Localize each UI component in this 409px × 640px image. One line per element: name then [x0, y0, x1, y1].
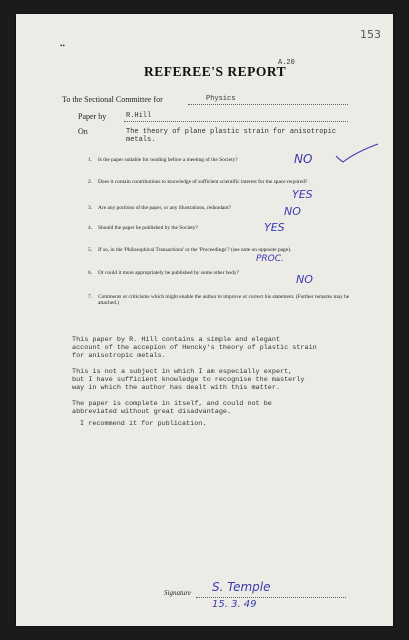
question-number: 5. [88, 247, 93, 253]
on-value-line1: The theory of plane plastic strain for anisotropic [126, 128, 337, 136]
question-number: 3. [88, 205, 93, 211]
paper-by-value: R.Hill [126, 112, 152, 120]
comment-paragraph: I recommend it for publication. [80, 420, 207, 428]
question-text: Are any portions of the paper, or any illustrations, redundant? [98, 205, 231, 211]
question-number: 6. [88, 270, 93, 276]
question-text: Should the paper be published by the Society? [98, 225, 198, 231]
question-text: If so, in the 'Philosophical Transactions' or the 'Proceedings'? (see note on opposite page). [98, 247, 292, 253]
comment-paragraph: This is not a subject in which I am especially expert, but I have sufficient knowledge to recognise the masterly way in which the author has dealt with this matter. [72, 368, 305, 392]
page-number: 153 [360, 28, 381, 41]
answer-handwritten: YES [292, 188, 313, 201]
question-number: 7. [88, 294, 93, 300]
paper-by-label: Paper by [78, 112, 107, 121]
committee-label: To the Sectional Committee for [62, 95, 163, 104]
comment-paragraph: The paper is complete in itself, and could not be abbreviated without great disadvantage. [72, 400, 272, 416]
answer-handwritten: NO [294, 152, 313, 166]
corner-mark: •• [60, 42, 65, 50]
signature-handwritten: S. Temple [212, 580, 271, 594]
question-text: Does it contain contributions to knowledge of sufficient scientific interest for the space required? [98, 179, 308, 185]
committee-line [188, 104, 348, 105]
on-value-line2: metals. [126, 136, 156, 144]
answer-handwritten: PROC. [256, 254, 284, 264]
page-title: REFEREE'S REPORT [144, 64, 287, 79]
checkmark-icon [334, 142, 380, 164]
signature-line [196, 597, 346, 598]
signature-label: Signature [164, 589, 191, 597]
question-text: Or could it more appropriately be published by some other body? [98, 270, 240, 276]
question-number: 4. [88, 225, 93, 231]
answer-handwritten: YES [264, 221, 285, 234]
signature-date: 15. 3. 49 [212, 599, 257, 610]
answer-handwritten: NO [284, 205, 301, 218]
question-number: 2. [88, 179, 93, 185]
question-text: Is the paper suitable for reading before a meeting of the Society? [98, 157, 238, 163]
report-sheet [16, 14, 393, 626]
on-label: On [78, 127, 88, 136]
question-number: 1. [88, 157, 93, 163]
comment-paragraph: This paper by R. Hill contains a simple and elegant account of the accepion of Hencky's theory of plastic strain for anisotropic metals. [72, 336, 317, 360]
reference-number: A.20 [278, 59, 295, 67]
paper-by-line [124, 121, 348, 122]
answer-handwritten: NO [296, 273, 313, 286]
committee-value: Physics [206, 95, 236, 103]
question-text: Comments or criticisms which might enable the author to improve or correct his statement. (Further remarks may be attached.) [98, 294, 350, 307]
